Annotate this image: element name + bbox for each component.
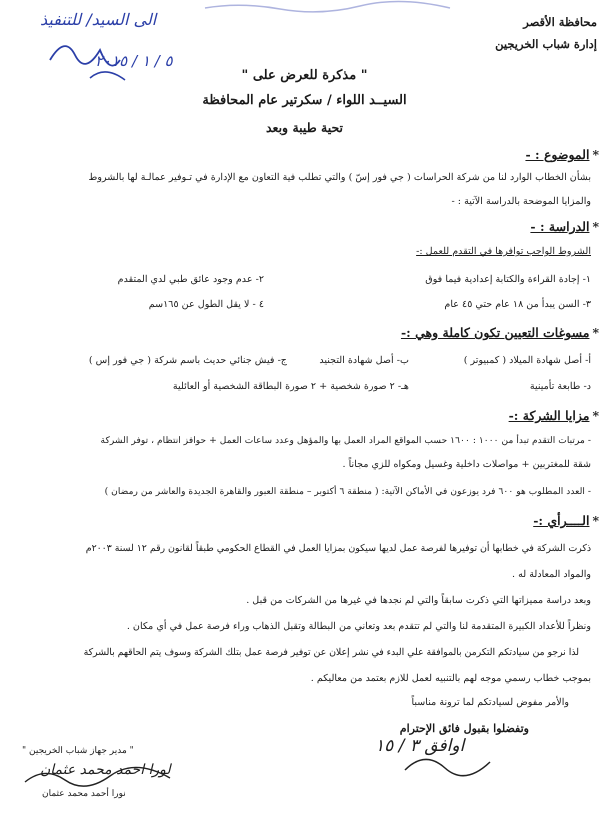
opinion-line-5: لذا نرجو من سيادتكم التكرمن بالموافقة علي البدء في نشر إعلان عن توفير فرصة عمل بتلك الشركة وسوف يتم الحاقهم بالشركة [83, 647, 579, 658]
subject-heading: *الموضوع : - [525, 147, 599, 162]
closing-line: وتفضلوا بقبول فائق الإحترام [399, 722, 529, 735]
opinion-heading: *الــــرأي :- [533, 513, 599, 528]
department-name: إدارة شباب الخريجين [495, 37, 597, 51]
benefits-line-3: - العدد المطلوب هو ٦٠٠ فرد يوزعون في الأماكن الآتية: ( منطقة ٦ أكتوبر – منطقة العبور والقاهرة الجديدة والعاشر من رمضان ) [104, 486, 591, 497]
memo-title: " مذكرة للعرض على " [241, 68, 368, 83]
signature-title: " مدير جهاز شباب الخريجين " [22, 746, 134, 756]
condition-3: ٣- السن يبدأ من ١٨ عام حتي ٤٥ عام [444, 299, 591, 310]
document-e: هـ- ٢ صورة شخصية + ٢ صورة البطاقة الشخصية أو العائلية [172, 381, 409, 392]
document-c: ج- فيش جنائي حديث باسم شركة ( جي فور إس ) [88, 355, 287, 366]
benefits-line-1: - مرتبات التقدم تبدأ من ١٠٠٠ : ١٦٠٠ حسب المواقع المراد العمل بها والمؤهل وعدد ساعات العمل + حوافز انتظام ، توفر الشركة [100, 435, 591, 446]
document-b: ب- أصل شهادة التجنيد [319, 355, 409, 366]
opinion-line-2: والمواد المعادلة له . [512, 569, 591, 580]
document-a: أ- أصل شهادة الميلاد ( كمبيوتر ) [463, 355, 591, 366]
governorate-name: محافظة الأقصر [523, 15, 597, 29]
top-left-scribble: الى السيد/ للتنفيذ [40, 10, 157, 29]
subject-line-2: والمزايا الموضحة بالدراسة الآتية : - [451, 196, 591, 207]
top-left-date: ٥ / ١ / ٢٠١٥ [95, 52, 173, 70]
condition-2: ٢- عدم وجود عائق طبي لدي المتقدم [117, 274, 264, 285]
opinion-line-3: وبعد دراسة مميزاتها التي ذكرت سابقاً والتي لم نجدها في غيرها من الشركات من قبل . [246, 595, 591, 606]
approval-mark [395, 740, 515, 790]
study-heading: *الدراسة : - [530, 219, 599, 234]
top-edge-marks [200, 0, 460, 14]
benefits-heading: *مزايا الشركة :- [508, 408, 599, 423]
opinion-line-4: ونظراً للأعداد الكبيرة المتقدمة لنا والتي لم تتقدم بعد وتعاني من البطالة وتقبل الذهاب وراء فرصة عمل في أي مكان . [126, 621, 591, 632]
handwritten-signature-name: لورا احمد محمد عثمان [40, 762, 171, 778]
opinion-line-7: والأمر مفوض لسيادتكم لما ترونة مناسباً [411, 697, 569, 708]
signature-name: نورا أحمد محمد عثمان [42, 789, 126, 799]
condition-4: ٤ - لا يقل الطول عن ١٦٥سم [148, 299, 264, 310]
documents-heading: *مسوغات التعيين تكون كاملة وهي :- [400, 325, 599, 340]
bottom-approval-scribble: اوافق ٣ / ١٥ [375, 736, 465, 756]
memo-greeting: تحية طيبة وبعد [265, 120, 344, 135]
memo-addressee: السيــد اللواء / سكرتير عام المحافظة [202, 93, 407, 108]
benefits-line-2: شقة للمغتربين + مواصلات داخلية وغسيل ومكواه للزي مجاناً . [342, 459, 591, 470]
subject-line-1: بشأن الخطاب الوارد لنا من شركة الحراسات ( جي فور إسّ ) والتي تطلب فية التعاون مع الإدارة في تـوفير عمالـة لها بالشروط [88, 172, 591, 183]
condition-1: ١- إجادة القراءة والكتابة إعدادية فيما فوق [425, 274, 591, 285]
document-d: د- طابعة تأمينية [529, 381, 591, 392]
study-intro: الشروط الواجب توافرها في التقدم للعمل :- [416, 246, 591, 257]
opinion-line-6: بموجب خطاب رسمي موجه لهم بالتنبيه لعمل للازم بعتمد من معاليكم . [310, 673, 591, 684]
opinion-line-1: ذكرت الشركة في خطابها أن توفيرها لفرصة عمل لديها سيكون بمزايا العمل في القطاع الحكومي طبقاً لقانون رقم ١٢ لسنة ٢٠٠٣م [85, 543, 591, 554]
